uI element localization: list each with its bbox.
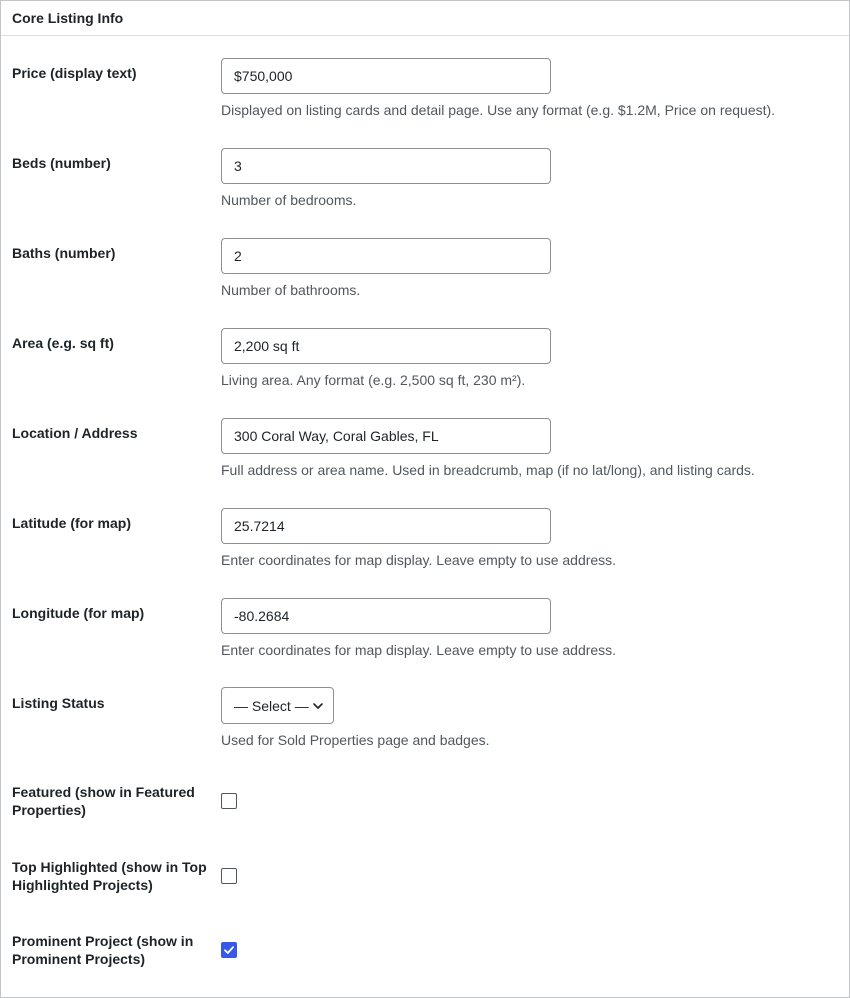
baths-label: Baths (number) bbox=[12, 245, 116, 261]
panel-title: Core Listing Info bbox=[1, 1, 849, 36]
location-input[interactable] bbox=[221, 418, 551, 454]
baths-description: Number of bathrooms. bbox=[221, 282, 361, 298]
top-highlighted-label: Top Highlighted (show in Top Highlighted Projects) bbox=[12, 859, 207, 893]
price-description: Displayed on listing cards and detail page. Use any format (e.g. $1.2M, Price on request). bbox=[221, 102, 776, 118]
listing-status-description: Used for Sold Properties page and badges. bbox=[221, 732, 490, 748]
longitude-label: Longitude (for map) bbox=[12, 605, 145, 621]
featured-label: Featured (show in Featured Properties) bbox=[12, 784, 195, 818]
prominent-label: Prominent Project (show in Prominent Projects) bbox=[12, 933, 194, 967]
area-input[interactable] bbox=[221, 328, 551, 364]
longitude-description: Enter coordinates for map display. Leave empty to use address. bbox=[221, 642, 617, 658]
area-description: Living area. Any format (e.g. 2,500 sq ft, 230 m²). bbox=[221, 372, 526, 388]
beds-description: Number of bedrooms. bbox=[221, 192, 357, 208]
checkmark-icon bbox=[223, 944, 235, 956]
longitude-input[interactable] bbox=[221, 598, 551, 634]
beds-input[interactable] bbox=[221, 148, 551, 184]
location-label: Location / Address bbox=[12, 425, 138, 441]
top-highlighted-checkbox[interactable] bbox=[221, 868, 237, 884]
featured-checkbox[interactable] bbox=[221, 793, 237, 809]
beds-label: Beds (number) bbox=[12, 155, 111, 171]
price-input[interactable] bbox=[221, 58, 551, 94]
latitude-description: Enter coordinates for map display. Leave empty to use address. bbox=[221, 552, 617, 568]
baths-input[interactable] bbox=[221, 238, 551, 274]
latitude-input[interactable] bbox=[221, 508, 551, 544]
listing-status-selected-value: — Select — bbox=[234, 697, 309, 714]
location-description: Full address or area name. Used in breadcrumb, map (if no lat/long), and listing cards. bbox=[221, 462, 755, 478]
latitude-label: Latitude (for map) bbox=[12, 515, 131, 531]
prominent-checkbox[interactable] bbox=[221, 942, 237, 958]
chevron-down-icon bbox=[312, 700, 324, 712]
listing-status-label: Listing Status bbox=[12, 695, 105, 711]
area-label: Area (e.g. sq ft) bbox=[12, 335, 114, 351]
listing-status-select[interactable] bbox=[221, 687, 334, 724]
price-label: Price (display text) bbox=[12, 65, 137, 81]
